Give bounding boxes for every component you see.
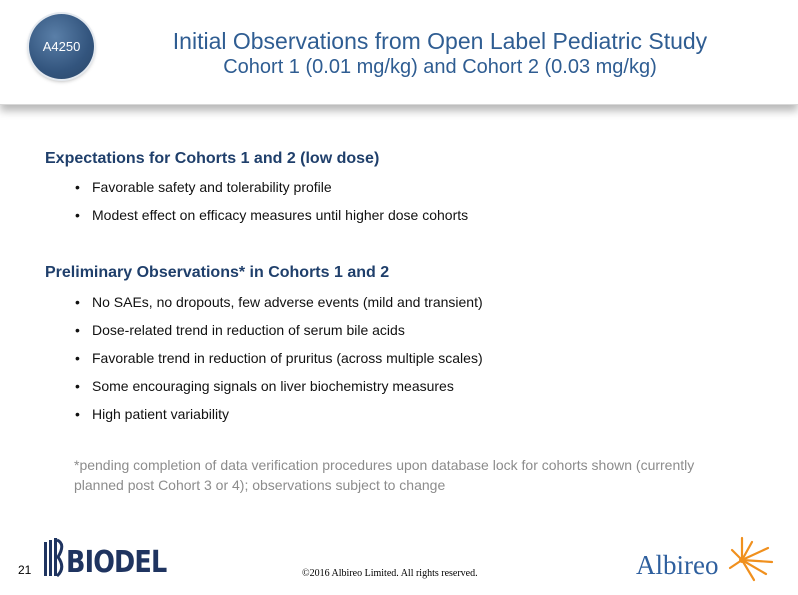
footnote: *pending completion of data verification procedures upon database lock for cohorts shown (currently planned post Cohort 3 or 4); observations subject to change [74,457,695,493]
expectations-list [75,178,468,234]
biodel-mark-icon [44,538,66,578]
list-item: • Favorable safety and tolerability profile [75,178,468,206]
list-item: • Modest effect on efficacy measures until higher dose cohorts [75,206,468,234]
compound-badge: A4250 [29,14,94,79]
albireo-star-icon [728,534,776,582]
list-item: • Some encouraging signals on liver biochemistry measures [75,377,483,405]
section-heading-observations: Preliminary Observations* in Cohorts 1 and 2 [45,264,390,281]
slide-subtitle: Cohort 1 (0.01 mg/kg) and Cohort 2 (0.03 mg/kg) [223,56,657,78]
albireo-wordmark: Albireo [636,550,719,580]
list-item: • High patient variability [75,405,483,433]
biodel-logo [44,538,184,578]
section-heading-expectations: Expectations for Cohorts 1 and 2 (low dose) [45,150,380,167]
page-number: 21 [18,563,32,577]
biodel-wordmark: BIODEL [66,545,167,580]
slide-title: Initial Observations from Open Label Pediatric Study [172,28,708,54]
slide-header [0,0,798,105]
list-item: • No SAEs, no dropouts, few adverse events (mild and transient) [75,293,483,321]
list-item: • Favorable trend in reduction of pruritus (across multiple scales) [75,349,483,377]
copyright-notice: ©2016 Albireo Limited. All rights reserved. [302,568,478,579]
observations-list [75,293,483,433]
list-item: • Dose-related trend in reduction of serum bile acids [75,321,483,349]
